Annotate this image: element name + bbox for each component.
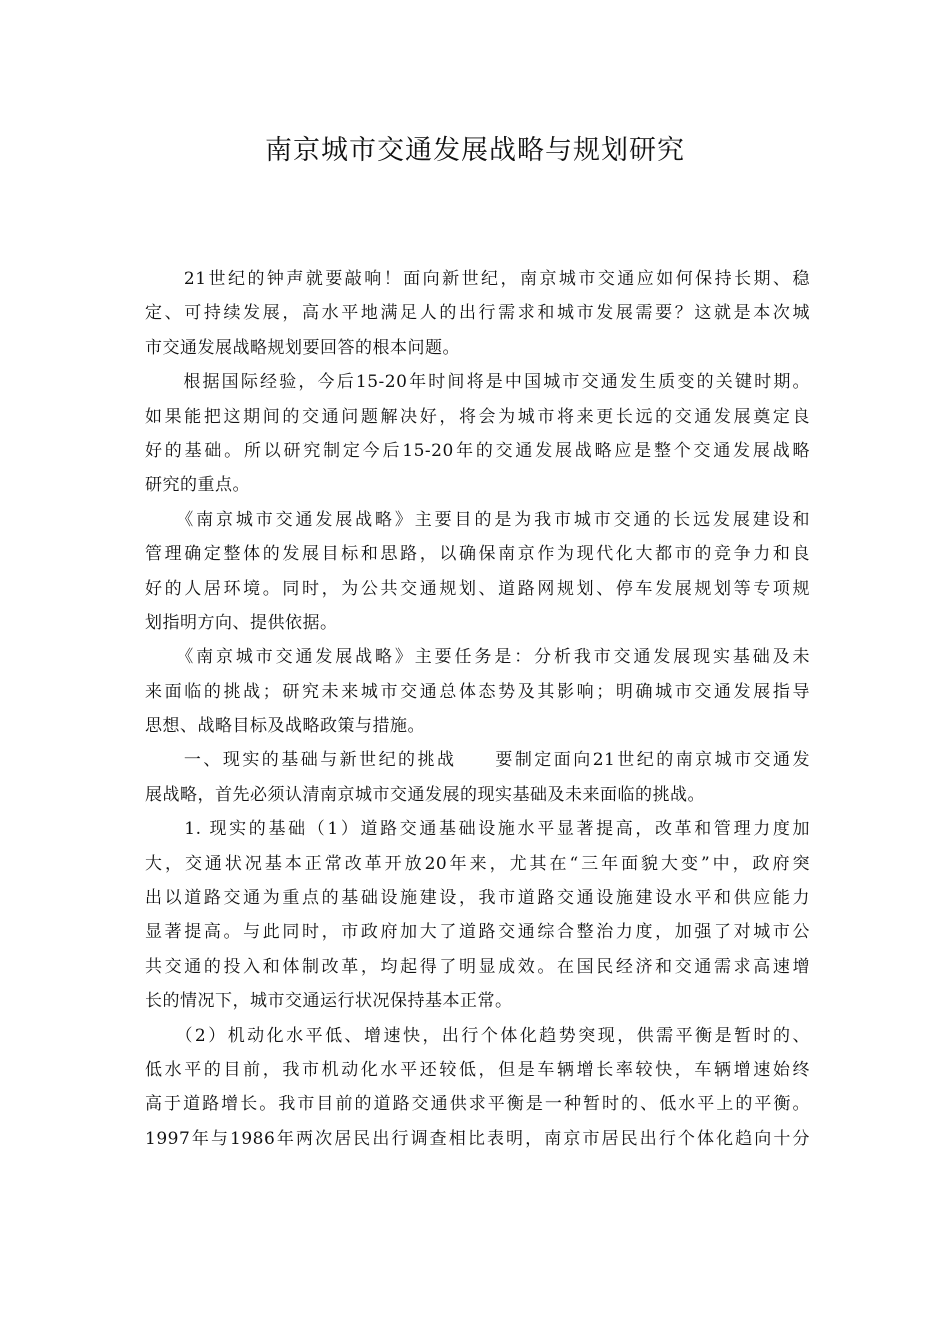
text-line: 《南京城市交通发展战略》主要目的是为我市城市交通的长远发展建设和 <box>145 509 810 530</box>
text-line: 好的基础。所以研究制定今后15-20年的交通发展战略应是整个交通发展战略 <box>145 440 810 461</box>
text-line: （2）机动化水平低、增速快，出行个体化趋势突现，供需平衡是暂时的、 <box>145 1025 810 1046</box>
text-line: 《南京城市交通发展战略》主要任务是：分析我市交通发展现实基础及未 <box>145 647 810 668</box>
text-line: 管理确定整体的发展目标和思路，以确保南京作为现代化大都市的竞争力和良 <box>145 544 810 565</box>
text-line: 显著提高。与此同时，市政府加大了道路交通综合整治力度，加强了对城市公 <box>145 922 810 943</box>
text-line: 1997年与1986年两次居民出行调查相比表明，南京市居民出行个体化趋向十分 <box>145 1128 810 1149</box>
text-line: 大，交通状况基本正常改革开放20年来，尤其在“三年面貌大变”中，政府突 <box>145 853 810 874</box>
text-line: 如果能把这期间的交通问题解决好，将会为城市将来更长远的交通发展奠定良 <box>145 406 810 427</box>
text-line: 展战略，首先必须认清南京城市交通发展的现实基础及未来面临的挑战。 <box>145 784 705 805</box>
text-line: 低水平的目前，我市机动化水平还较低，但是车辆增长率较快，车辆增速始终 <box>145 1059 810 1080</box>
text-line: 共交通的投入和体制改革，均起得了明显成效。在国民经济和交通需求高速增 <box>145 956 810 977</box>
text-line: 定、可持续发展，高水平地满足人的出行需求和城市发展需要？这就是本次城 <box>145 303 810 324</box>
text-line: 21世纪的钟声就要敲响！面向新世纪，南京城市交通应如何保持长期、稳 <box>145 269 810 289</box>
text-line: 来面临的挑战；研究未来城市交通总体态势及其影响；明确城市交通发展指导 <box>145 681 810 702</box>
text-line: 长的情况下，城市交通运行状况保持基本正常。 <box>145 991 513 1012</box>
document-body <box>145 262 810 1156</box>
text-line: 市交通发展战略规划要回答的根本问题。 <box>145 337 460 358</box>
text-line: 1. 现实的基础（1）道路交通基础设施水平显著提高，改革和管理力度加 <box>145 819 810 840</box>
text-line: 好的人居环境。同时，为公共交通规划、道路网规划、停车发展规划等专项规 <box>145 578 810 599</box>
text-line: 一、现实的基础与新世纪的挑战 要制定面向21世纪的南京城市交通发 <box>145 750 810 771</box>
document-title: 南京城市交通发展战略与规划研究 <box>265 135 685 166</box>
text-line: 出以道路交通为重点的基础设施建设，我市道路交通设施建设水平和供应能力 <box>145 888 810 909</box>
text-line: 划指明方向、提供依据。 <box>145 612 338 633</box>
text-line: 思想、战略目标及战略政策与措施。 <box>145 716 425 737</box>
text-line: 研究的重点。 <box>145 475 250 496</box>
text-line: 高于道路增长。我市目前的道路交通供求平衡是一种暂时的、低水平上的平衡。 <box>145 1094 810 1115</box>
text-line: 根据国际经验，今后15-20年时间将是中国城市交通发生质变的关键时期。 <box>145 372 810 393</box>
